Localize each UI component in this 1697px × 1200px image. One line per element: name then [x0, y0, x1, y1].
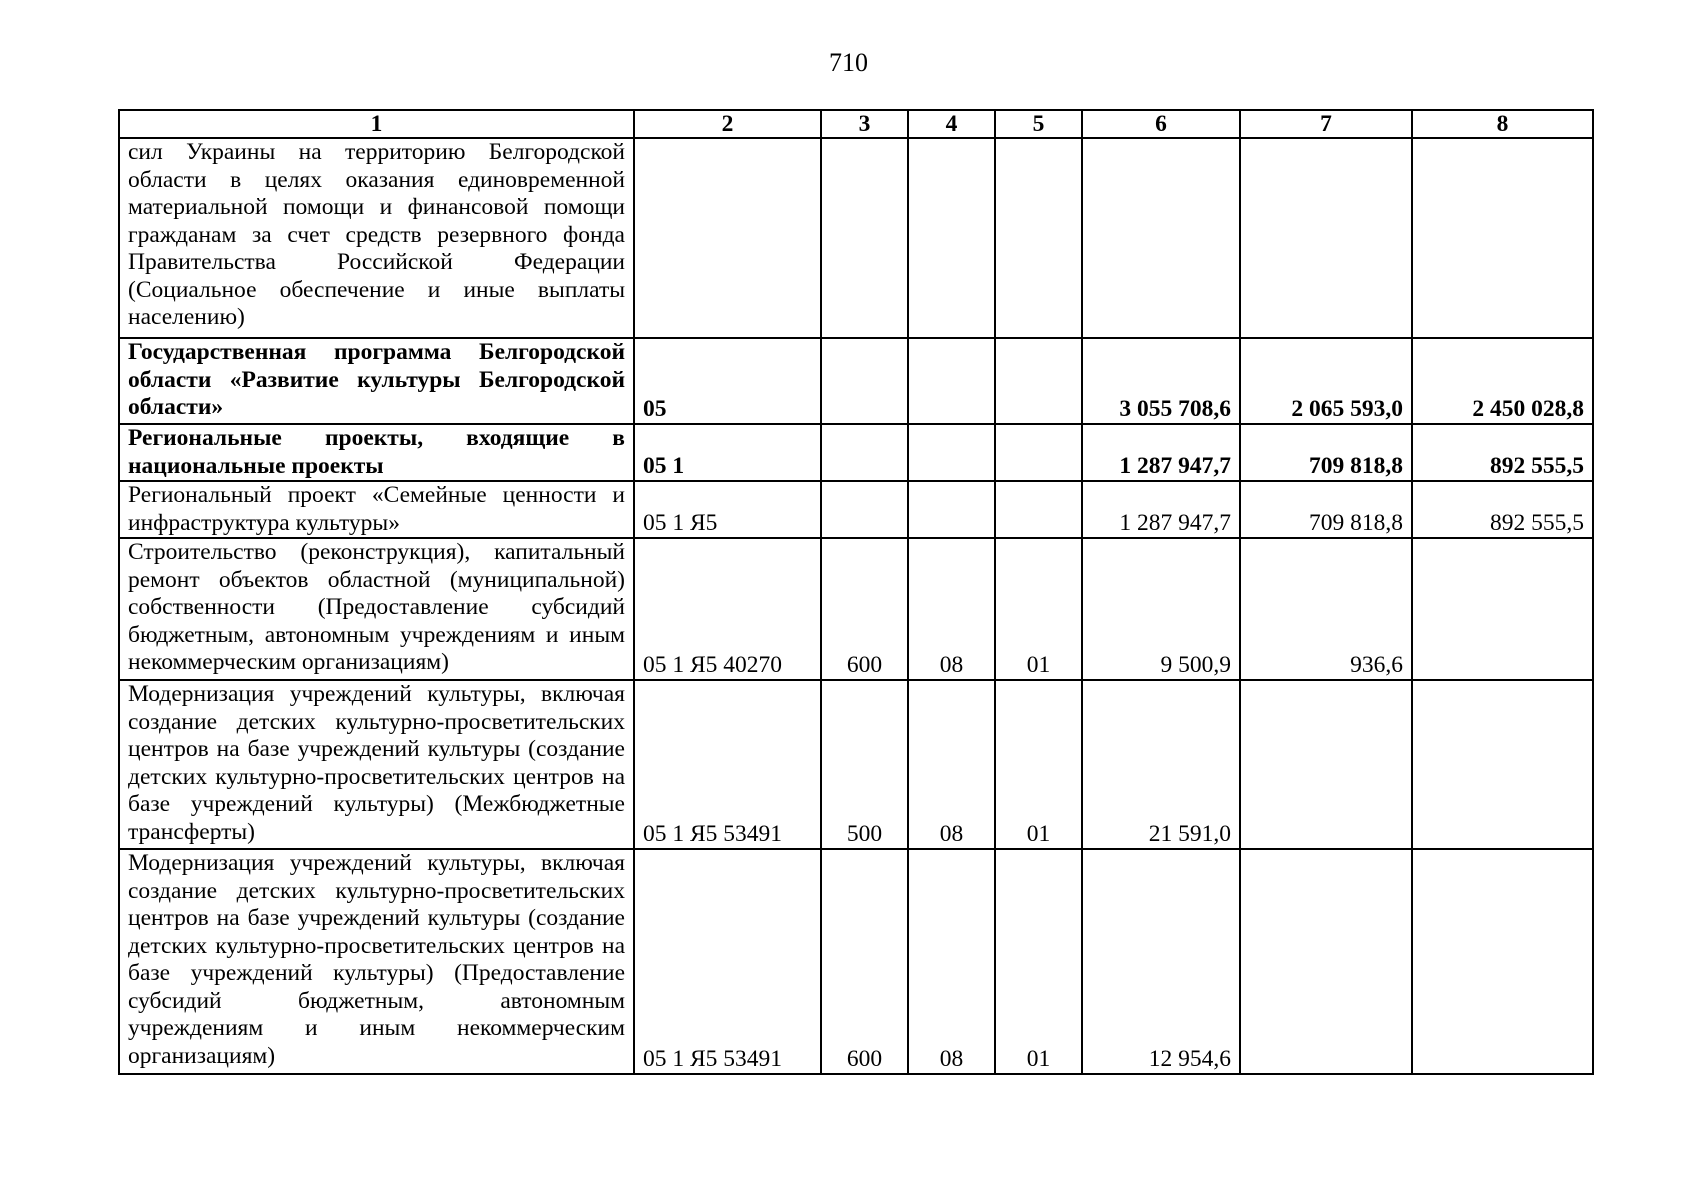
- row-value-7-cell: 2 065 593,0: [1240, 338, 1412, 424]
- row-code-cell: 05: [634, 338, 821, 424]
- row-code-cell: 05 1 Я5 40270: [634, 538, 821, 680]
- row-value-8-cell: 892 555,5: [1412, 424, 1593, 481]
- row-code-cell: 05 1 Я5 53491: [634, 849, 821, 1074]
- row-value-7-cell: [1240, 680, 1412, 849]
- row-value-6-cell: [1082, 138, 1240, 338]
- header-cell-2: 2: [634, 110, 821, 138]
- row-rz-cell: 08: [908, 849, 995, 1074]
- row-pr-cell: [995, 138, 1082, 338]
- header-cell-3: 3: [821, 110, 908, 138]
- row-name-cell: Модернизация учреждений культуры, включая создание детских культурно-просветительских центров на базе учреждений культуры (создание детских культурно-просветительских центров на базе учреждений культуры) (Предоставление субсидий бюджетным, автономным учреждениям и иным некоммерческим организациям): [119, 849, 634, 1074]
- row-value-6-cell: 9 500,9: [1082, 538, 1240, 680]
- row-value-7-cell: 936,6: [1240, 538, 1412, 680]
- row-value-6-cell: 21 591,0: [1082, 680, 1240, 849]
- row-name-cell: Региональные проекты, входящие в национальные проекты: [119, 424, 634, 481]
- table-row: [119, 538, 1593, 680]
- row-value-8-cell: 2 450 028,8: [1412, 338, 1593, 424]
- row-value-6-cell: 1 287 947,7: [1082, 424, 1240, 481]
- header-cell-7: 7: [1240, 110, 1412, 138]
- table-row: [119, 338, 1593, 424]
- row-value-6-cell: 1 287 947,7: [1082, 481, 1240, 538]
- row-rz-cell: 08: [908, 538, 995, 680]
- row-rz-cell: [908, 138, 995, 338]
- table-row: [119, 849, 1593, 1074]
- row-vr-cell: [821, 338, 908, 424]
- row-pr-cell: 01: [995, 849, 1082, 1074]
- table-row: [119, 138, 1593, 338]
- row-code-cell: 05 1 Я5: [634, 481, 821, 538]
- row-value-8-cell: [1412, 138, 1593, 338]
- row-value-7-cell: [1240, 849, 1412, 1074]
- row-value-8-cell: [1412, 538, 1593, 680]
- row-code-cell: 05 1: [634, 424, 821, 481]
- row-value-8-cell: 892 555,5: [1412, 481, 1593, 538]
- header-cell-1: 1: [119, 110, 634, 138]
- row-rz-cell: [908, 338, 995, 424]
- header-cell-4: 4: [908, 110, 995, 138]
- row-value-7-cell: 709 818,8: [1240, 424, 1412, 481]
- header-cell-8: 8: [1412, 110, 1593, 138]
- row-vr-cell: 600: [821, 538, 908, 680]
- row-value-6-cell: 3 055 708,6: [1082, 338, 1240, 424]
- row-code-cell: 05 1 Я5 53491: [634, 680, 821, 849]
- header-cell-5: 5: [995, 110, 1082, 138]
- row-value-8-cell: [1412, 680, 1593, 849]
- row-pr-cell: [995, 481, 1082, 538]
- row-name-cell: сил Украины на территорию Белгородской области в целях оказания единовременной материальной помощи и финансовой помощи гражданам за счет средств резервного фонда Правительства Российской Федерации (Социальное обеспечение и иные выплаты населению): [119, 138, 634, 338]
- row-code-cell: [634, 138, 821, 338]
- row-vr-cell: [821, 424, 908, 481]
- row-value-7-cell: 709 818,8: [1240, 481, 1412, 538]
- header-cell-6: 6: [1082, 110, 1240, 138]
- table-row: [119, 424, 1593, 481]
- row-vr-cell: [821, 481, 908, 538]
- table-row: [119, 680, 1593, 849]
- row-rz-cell: 08: [908, 680, 995, 849]
- row-value-7-cell: [1240, 138, 1412, 338]
- table-header-row: [119, 110, 1593, 138]
- row-value-8-cell: [1412, 849, 1593, 1074]
- row-pr-cell: [995, 338, 1082, 424]
- row-rz-cell: [908, 481, 995, 538]
- row-name-cell: Региональный проект «Семейные ценности и инфраструктура культуры»: [119, 481, 634, 538]
- row-pr-cell: 01: [995, 538, 1082, 680]
- page-number: 710: [829, 48, 868, 77]
- row-vr-cell: 500: [821, 680, 908, 849]
- row-value-6-cell: 12 954,6: [1082, 849, 1240, 1074]
- budget-table: [118, 109, 1594, 1075]
- row-vr-cell: 600: [821, 849, 908, 1074]
- table-row: [119, 481, 1593, 538]
- row-rz-cell: [908, 424, 995, 481]
- row-name-cell: Государственная программа Белгородской области «Развитие культуры Белгородской области»: [119, 338, 634, 424]
- row-pr-cell: [995, 424, 1082, 481]
- row-pr-cell: 01: [995, 680, 1082, 849]
- row-vr-cell: [821, 138, 908, 338]
- row-name-cell: Модернизация учреждений культуры, включая создание детских культурно-просветительских центров на базе учреждений культуры (создание детских культурно-просветительских центров на базе учреждений культуры) (Межбюджетные трансферты): [119, 680, 634, 849]
- row-name-cell: Строительство (реконструкция), капитальный ремонт объектов областной (муниципальной) собственности (Предоставление субсидий бюджетным, автономным учреждениям и иным некоммерческим организациям): [119, 538, 634, 680]
